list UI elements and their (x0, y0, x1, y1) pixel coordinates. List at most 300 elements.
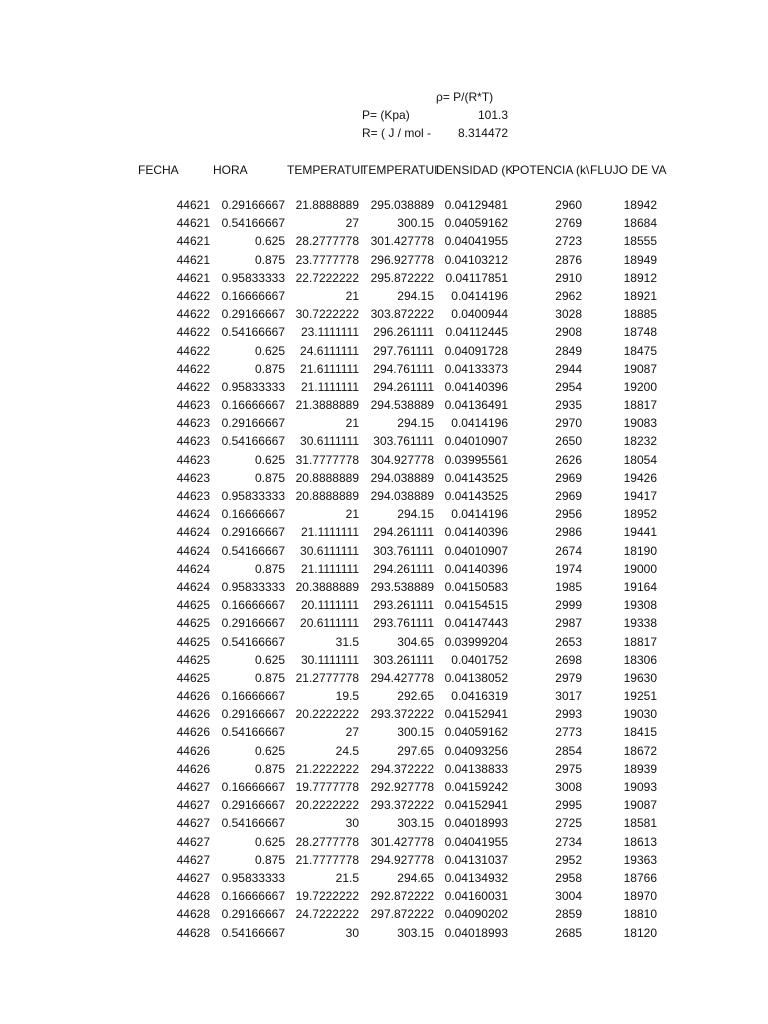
fecha-cell: 44626 (176, 689, 210, 704)
densidad-cell: 0.04131037 (444, 852, 508, 867)
flujo-cell: 18748 (623, 325, 657, 340)
temp-c-cell: 30.1111111 (300, 652, 359, 667)
table-row (0, 380, 768, 398)
table-row (0, 798, 768, 816)
temp-c-cell: 21 (345, 288, 359, 303)
temp-k-cell: 294.15 (397, 507, 434, 522)
temp-k-cell: 294.261111 (373, 561, 434, 576)
temp-k-cell: 297.872222 (370, 907, 434, 922)
potencia-cell: 2958 (555, 870, 582, 885)
fecha-cell: 44622 (176, 361, 210, 376)
fecha-cell: 44626 (176, 707, 210, 722)
flujo-cell: 19083 (623, 416, 657, 431)
densidad-cell: 0.04138052 (444, 670, 508, 685)
hora-cell: 0.29166667 (221, 416, 285, 431)
temp-k-cell: 293.372222 (370, 798, 434, 813)
hora-cell: 0.875 (254, 470, 285, 485)
flujo-cell: 18970 (623, 889, 657, 904)
fecha-cell: 44628 (176, 907, 210, 922)
fecha-cell: 44623 (176, 452, 210, 467)
table-row (0, 689, 768, 707)
temp-k-cell: 304.65 (397, 634, 434, 649)
hora-cell: 0.54166667 (221, 725, 285, 740)
temp-c-cell: 22.7222222 (295, 270, 359, 285)
temp-k-cell: 294.261111 (373, 525, 434, 540)
gas-constant-label: R= ( J / mol - (362, 126, 432, 140)
densidad-cell: 0.04112445 (445, 325, 508, 340)
potencia-cell: 2975 (555, 761, 582, 776)
potencia-cell: 2854 (555, 743, 582, 758)
fecha-cell: 44623 (176, 489, 210, 503)
hora-cell: 0.16666667 (221, 598, 285, 613)
table-row (0, 344, 768, 362)
fecha-cell: 44624 (176, 561, 210, 576)
table-row (0, 926, 768, 944)
flujo-cell: 18885 (623, 307, 657, 322)
flujo-cell: 18555 (623, 234, 657, 249)
flujo-cell: 19251 (623, 689, 657, 704)
flujo-cell: 18415 (623, 725, 657, 740)
table-row (0, 544, 768, 562)
table-row (0, 307, 768, 325)
flujo-cell: 19087 (623, 361, 657, 376)
temp-k-cell: 294.15 (397, 416, 434, 431)
temp-c-cell: 21.1111111 (300, 379, 359, 394)
potencia-cell: 2962 (555, 288, 582, 303)
flujo-cell: 18949 (623, 252, 657, 267)
temp-c-cell: 31.5 (335, 634, 359, 649)
flujo-cell: 19363 (623, 852, 657, 867)
flujo-cell: 19164 (623, 579, 657, 594)
table-row (0, 398, 768, 416)
fecha-cell: 44627 (176, 816, 210, 831)
table-row (0, 580, 768, 598)
flujo-cell: 18684 (623, 216, 657, 231)
potencia-cell: 2987 (555, 616, 582, 631)
flujo-cell: 19426 (623, 470, 657, 485)
temp-c-cell: 20.8888889 (295, 489, 359, 503)
temp-k-cell: 297.761111 (373, 343, 434, 358)
temp-k-cell: 303.872222 (370, 307, 434, 322)
temp-c-cell: 30.6111111 (300, 543, 359, 558)
densidad-cell: 0.04093256 (444, 743, 508, 758)
fecha-cell: 44627 (176, 780, 210, 794)
potencia-cell: 2876 (555, 252, 582, 267)
hora-cell: 0.95833333 (221, 270, 285, 285)
hora-cell: 0.29166667 (221, 907, 285, 922)
temp-c-cell: 21.6111111 (300, 361, 359, 376)
table-row (0, 216, 768, 234)
potencia-cell: 2723 (555, 234, 582, 249)
hora-cell: 0.875 (254, 252, 285, 267)
temp-c-cell: 23.1111111 (300, 325, 359, 340)
fecha-cell: 44624 (176, 507, 210, 522)
table-row (0, 289, 768, 307)
temp-c-cell: 28.2777778 (295, 834, 359, 849)
densidad-cell: 0.04143525 (444, 489, 508, 503)
hora-cell: 0.16666667 (221, 507, 285, 522)
flujo-cell: 18912 (623, 270, 657, 285)
hora-cell: 0.29166667 (221, 798, 285, 813)
table-row (0, 762, 768, 780)
table-row (0, 489, 768, 507)
potencia-cell: 2999 (555, 598, 582, 613)
densidad-cell: 0.04136491 (444, 398, 508, 413)
densidad-cell: 0.03999204 (444, 634, 508, 649)
temp-c-cell: 21.1111111 (300, 561, 359, 576)
flujo-cell: 19417 (623, 489, 657, 503)
table-row (0, 635, 768, 653)
table-row (0, 362, 768, 380)
hora-cell: 0.95833333 (221, 489, 285, 503)
flujo-cell: 18054 (623, 452, 657, 467)
densidad-cell: 0.04143525 (444, 470, 508, 485)
fecha-cell: 44621 (176, 216, 210, 231)
fecha-cell: 44625 (176, 598, 210, 613)
temp-k-cell: 294.538889 (370, 398, 434, 413)
temp-k-cell: 296.927778 (370, 252, 434, 267)
temp-k-cell: 294.927778 (370, 852, 434, 867)
densidad-cell: 0.04103212 (444, 252, 508, 267)
temp-k-cell: 296.261111 (373, 325, 434, 340)
potencia-cell: 2698 (555, 652, 582, 667)
hora-cell: 0.29166667 (221, 707, 285, 722)
fecha-cell: 44622 (176, 325, 210, 340)
densidad-cell: 0.04159242 (444, 780, 508, 794)
temp-k-cell: 294.261111 (373, 379, 434, 394)
fecha-cell: 44621 (176, 270, 210, 285)
temp-c-cell: 30 (345, 816, 359, 831)
fecha-cell: 44622 (176, 288, 210, 303)
temp-c-cell: 24.6111111 (300, 343, 359, 358)
fecha-cell: 44627 (176, 852, 210, 867)
temp-c-cell: 20.2222222 (295, 798, 359, 813)
hora-cell: 0.29166667 (221, 616, 285, 631)
table-row (0, 434, 768, 452)
temp-c-cell: 24.5 (335, 743, 359, 758)
densidad-cell: 0.04059162 (444, 725, 508, 740)
potencia-cell: 2773 (555, 725, 582, 740)
flujo-cell: 19200 (623, 379, 657, 394)
table-row (0, 507, 768, 525)
hora-cell: 0.16666667 (221, 398, 285, 413)
hora-cell: 0.95833333 (221, 579, 285, 594)
fecha-cell: 44624 (176, 579, 210, 594)
densidad-cell: 0.04150583 (444, 579, 508, 594)
temp-k-cell: 303.261111 (373, 652, 434, 667)
table-row (0, 234, 768, 252)
temp-k-cell: 297.65 (397, 743, 434, 758)
flujo-cell: 18817 (623, 634, 657, 649)
col-header-temperatura-k: TEMPERATUI (361, 163, 438, 177)
col-header-hora: HORA (213, 163, 248, 177)
temp-c-cell: 20.1111111 (300, 598, 359, 613)
table-row (0, 907, 768, 925)
hora-cell: 0.875 (254, 761, 285, 776)
temp-c-cell: 21.1111111 (300, 525, 359, 540)
fecha-cell: 44627 (176, 870, 210, 885)
temp-c-cell: 21.2222222 (295, 761, 359, 776)
flujo-cell: 18817 (623, 398, 657, 413)
col-header-potencia: POTENCIA (k\ (512, 163, 590, 177)
densidad-cell: 0.0416319 (451, 689, 508, 704)
densidad-cell: 0.04010907 (444, 543, 508, 558)
temp-c-cell: 21.8888889 (295, 198, 359, 212)
table-row (0, 616, 768, 634)
potencia-cell: 2952 (555, 852, 582, 867)
fecha-cell: 44622 (176, 379, 210, 394)
flujo-cell: 18232 (623, 434, 657, 449)
densidad-cell: 0.04138833 (444, 761, 508, 776)
temp-c-cell: 28.2777778 (295, 234, 359, 249)
hora-cell: 0.625 (254, 743, 285, 758)
temp-c-cell: 27 (345, 725, 359, 740)
temp-c-cell: 21 (345, 416, 359, 431)
temp-k-cell: 294.65 (397, 870, 434, 885)
fecha-cell: 44626 (176, 725, 210, 740)
temp-k-cell: 301.427778 (370, 234, 434, 249)
densidad-cell: 0.04133373 (444, 361, 508, 376)
flujo-cell: 18672 (623, 743, 657, 758)
potencia-cell: 2969 (555, 489, 582, 503)
flujo-cell: 19000 (623, 561, 657, 576)
densidad-cell: 0.04160031 (444, 889, 508, 904)
data-table (0, 198, 768, 944)
temp-c-cell: 21.3888889 (295, 398, 359, 413)
potencia-cell: 3008 (555, 780, 582, 794)
densidad-cell: 0.04091728 (444, 343, 508, 358)
potencia-cell: 2944 (555, 361, 582, 376)
potencia-cell: 2685 (555, 925, 582, 940)
potencia-cell: 2954 (555, 379, 582, 394)
densidad-cell: 0.04129481 (444, 198, 508, 212)
hora-cell: 0.54166667 (221, 543, 285, 558)
temp-k-cell: 303.761111 (373, 434, 434, 449)
table-row (0, 562, 768, 580)
table-row (0, 198, 768, 216)
hora-cell: 0.625 (254, 234, 285, 249)
hora-cell: 0.16666667 (221, 780, 285, 794)
temp-k-cell: 293.538889 (370, 579, 434, 594)
potencia-cell: 3028 (555, 307, 582, 322)
densidad-cell: 0.03995561 (444, 452, 508, 467)
fecha-cell: 44623 (176, 416, 210, 431)
hora-cell: 0.625 (254, 834, 285, 849)
hora-cell: 0.625 (254, 652, 285, 667)
densidad-cell: 0.04140396 (444, 525, 508, 540)
temp-k-cell: 292.872222 (370, 889, 434, 904)
temp-c-cell: 21.2777778 (295, 670, 359, 685)
fecha-cell: 44623 (176, 398, 210, 413)
table-row (0, 671, 768, 689)
fecha-cell: 44622 (176, 307, 210, 322)
potencia-cell: 2969 (555, 470, 582, 485)
table-row (0, 525, 768, 543)
potencia-cell: 2995 (555, 798, 582, 813)
flujo-cell: 18952 (623, 507, 657, 522)
temp-c-cell: 21 (345, 507, 359, 522)
hora-cell: 0.625 (254, 343, 285, 358)
hora-cell: 0.54166667 (221, 925, 285, 940)
potencia-cell: 2979 (555, 670, 582, 685)
fecha-cell: 44626 (176, 761, 210, 776)
hora-cell: 0.29166667 (221, 525, 285, 540)
densidad-cell: 0.04041955 (444, 234, 508, 249)
flujo-cell: 18120 (623, 925, 657, 940)
potencia-cell: 2650 (555, 434, 582, 449)
fecha-cell: 44621 (176, 252, 210, 267)
hora-cell: 0.875 (254, 361, 285, 376)
potencia-cell: 2734 (555, 834, 582, 849)
flujo-cell: 18810 (623, 907, 657, 922)
fecha-cell: 44628 (176, 925, 210, 940)
temp-k-cell: 293.761111 (373, 616, 434, 631)
hora-cell: 0.16666667 (221, 889, 285, 904)
table-row (0, 853, 768, 871)
hora-cell: 0.54166667 (221, 816, 285, 831)
potencia-cell: 2986 (555, 525, 582, 540)
temp-k-cell: 292.65 (397, 689, 434, 704)
temp-c-cell: 30.7222222 (295, 307, 359, 322)
potencia-cell: 3004 (555, 889, 582, 904)
temp-c-cell: 31.7777778 (295, 452, 359, 467)
hora-cell: 0.54166667 (221, 434, 285, 449)
table-row (0, 653, 768, 671)
temp-c-cell: 19.7777778 (295, 780, 359, 794)
temp-k-cell: 303.15 (397, 816, 434, 831)
temp-k-cell: 294.761111 (373, 361, 434, 376)
potencia-cell: 2859 (555, 907, 582, 922)
potencia-cell: 2849 (555, 343, 582, 358)
density-formula: ρ= P/(R*T) (436, 90, 494, 104)
temp-c-cell: 30 (345, 925, 359, 940)
flujo-cell: 18939 (623, 761, 657, 776)
temp-k-cell: 294.038889 (370, 470, 434, 485)
potencia-cell: 2993 (555, 707, 582, 722)
hora-cell: 0.16666667 (221, 288, 285, 303)
temp-c-cell: 23.7777778 (295, 252, 359, 267)
hora-cell: 0.95833333 (221, 870, 285, 885)
flujo-cell: 19087 (623, 798, 657, 813)
temp-k-cell: 295.038889 (370, 198, 434, 212)
temp-c-cell: 27 (345, 216, 359, 231)
table-row (0, 780, 768, 798)
temp-k-cell: 300.15 (397, 216, 434, 231)
potencia-cell: 2725 (555, 816, 582, 831)
col-header-fecha: FECHA (138, 163, 179, 177)
flujo-cell: 19030 (623, 707, 657, 722)
hora-cell: 0.625 (254, 452, 285, 467)
flujo-cell: 19441 (623, 525, 657, 540)
col-header-densidad: DENSIDAD (K (436, 163, 514, 177)
table-row (0, 598, 768, 616)
table-row (0, 744, 768, 762)
densidad-cell: 0.04152941 (444, 798, 508, 813)
hora-cell: 0.29166667 (221, 198, 285, 212)
flujo-cell: 18921 (623, 288, 657, 303)
potencia-cell: 2970 (555, 416, 582, 431)
temp-k-cell: 304.927778 (370, 452, 434, 467)
flujo-cell: 18613 (623, 834, 657, 849)
temp-c-cell: 20.2222222 (295, 707, 359, 722)
hora-cell: 0.875 (254, 670, 285, 685)
densidad-cell: 0.04152941 (444, 707, 508, 722)
hora-cell: 0.54166667 (221, 216, 285, 231)
gas-constant-value: 8.314472 (457, 126, 508, 140)
temp-k-cell: 293.372222 (370, 707, 434, 722)
temp-k-cell: 294.15 (397, 288, 434, 303)
potencia-cell: 2908 (555, 325, 582, 340)
hora-cell: 0.95833333 (221, 379, 285, 394)
temp-c-cell: 30.6111111 (300, 434, 359, 449)
temp-k-cell: 303.15 (397, 925, 434, 940)
temp-k-cell: 292.927778 (370, 780, 434, 794)
potencia-cell: 2769 (555, 216, 582, 231)
table-row (0, 453, 768, 471)
fecha-cell: 44623 (176, 434, 210, 449)
fecha-cell: 44624 (176, 525, 210, 540)
temp-k-cell: 301.427778 (370, 834, 434, 849)
densidad-cell: 0.04018993 (444, 816, 508, 831)
flujo-cell: 18581 (623, 816, 657, 831)
densidad-cell: 0.04041955 (444, 834, 508, 849)
densidad-cell: 0.0400944 (451, 307, 508, 322)
table-row (0, 725, 768, 743)
flujo-cell: 19308 (623, 598, 657, 613)
potencia-cell: 3017 (555, 689, 582, 704)
table-row (0, 471, 768, 489)
pressure-value: 101.3 (477, 108, 508, 122)
hora-cell: 0.54166667 (221, 325, 285, 340)
table-row (0, 889, 768, 907)
densidad-cell: 0.04134932 (444, 870, 508, 885)
fecha-cell: 44627 (176, 798, 210, 813)
table-row (0, 416, 768, 434)
table-row (0, 816, 768, 834)
flujo-cell: 18190 (623, 543, 657, 558)
fecha-cell: 44627 (176, 834, 210, 849)
table-row (0, 871, 768, 889)
densidad-cell: 0.04117851 (445, 270, 508, 285)
fecha-cell: 44628 (176, 889, 210, 904)
fecha-cell: 44625 (176, 652, 210, 667)
densidad-cell: 0.04059162 (444, 216, 508, 231)
col-header-flujo: FLUJO DE VA (590, 163, 667, 177)
table-row (0, 253, 768, 271)
fecha-cell: 44625 (176, 616, 210, 631)
temp-c-cell: 24.7222222 (295, 907, 359, 922)
temp-k-cell: 303.761111 (373, 543, 434, 558)
fecha-cell: 44621 (176, 198, 210, 212)
table-row (0, 271, 768, 289)
flujo-cell: 18942 (623, 198, 657, 212)
hora-cell: 0.875 (254, 852, 285, 867)
densidad-cell: 0.0414196 (451, 288, 508, 303)
potencia-cell: 2653 (555, 634, 582, 649)
densidad-cell: 0.04090202 (444, 907, 508, 922)
temp-c-cell: 20.8888889 (295, 470, 359, 485)
flujo-cell: 19093 (623, 780, 657, 794)
table-row (0, 835, 768, 853)
temp-c-cell: 20.6111111 (300, 616, 359, 631)
flujo-cell: 19630 (623, 670, 657, 685)
potencia-cell: 1974 (555, 561, 582, 576)
temp-k-cell: 295.872222 (370, 270, 434, 285)
fecha-cell: 44626 (176, 743, 210, 758)
densidad-cell: 0.0414196 (451, 416, 508, 431)
potencia-cell: 2674 (555, 543, 582, 558)
temp-c-cell: 20.3888889 (295, 579, 359, 594)
